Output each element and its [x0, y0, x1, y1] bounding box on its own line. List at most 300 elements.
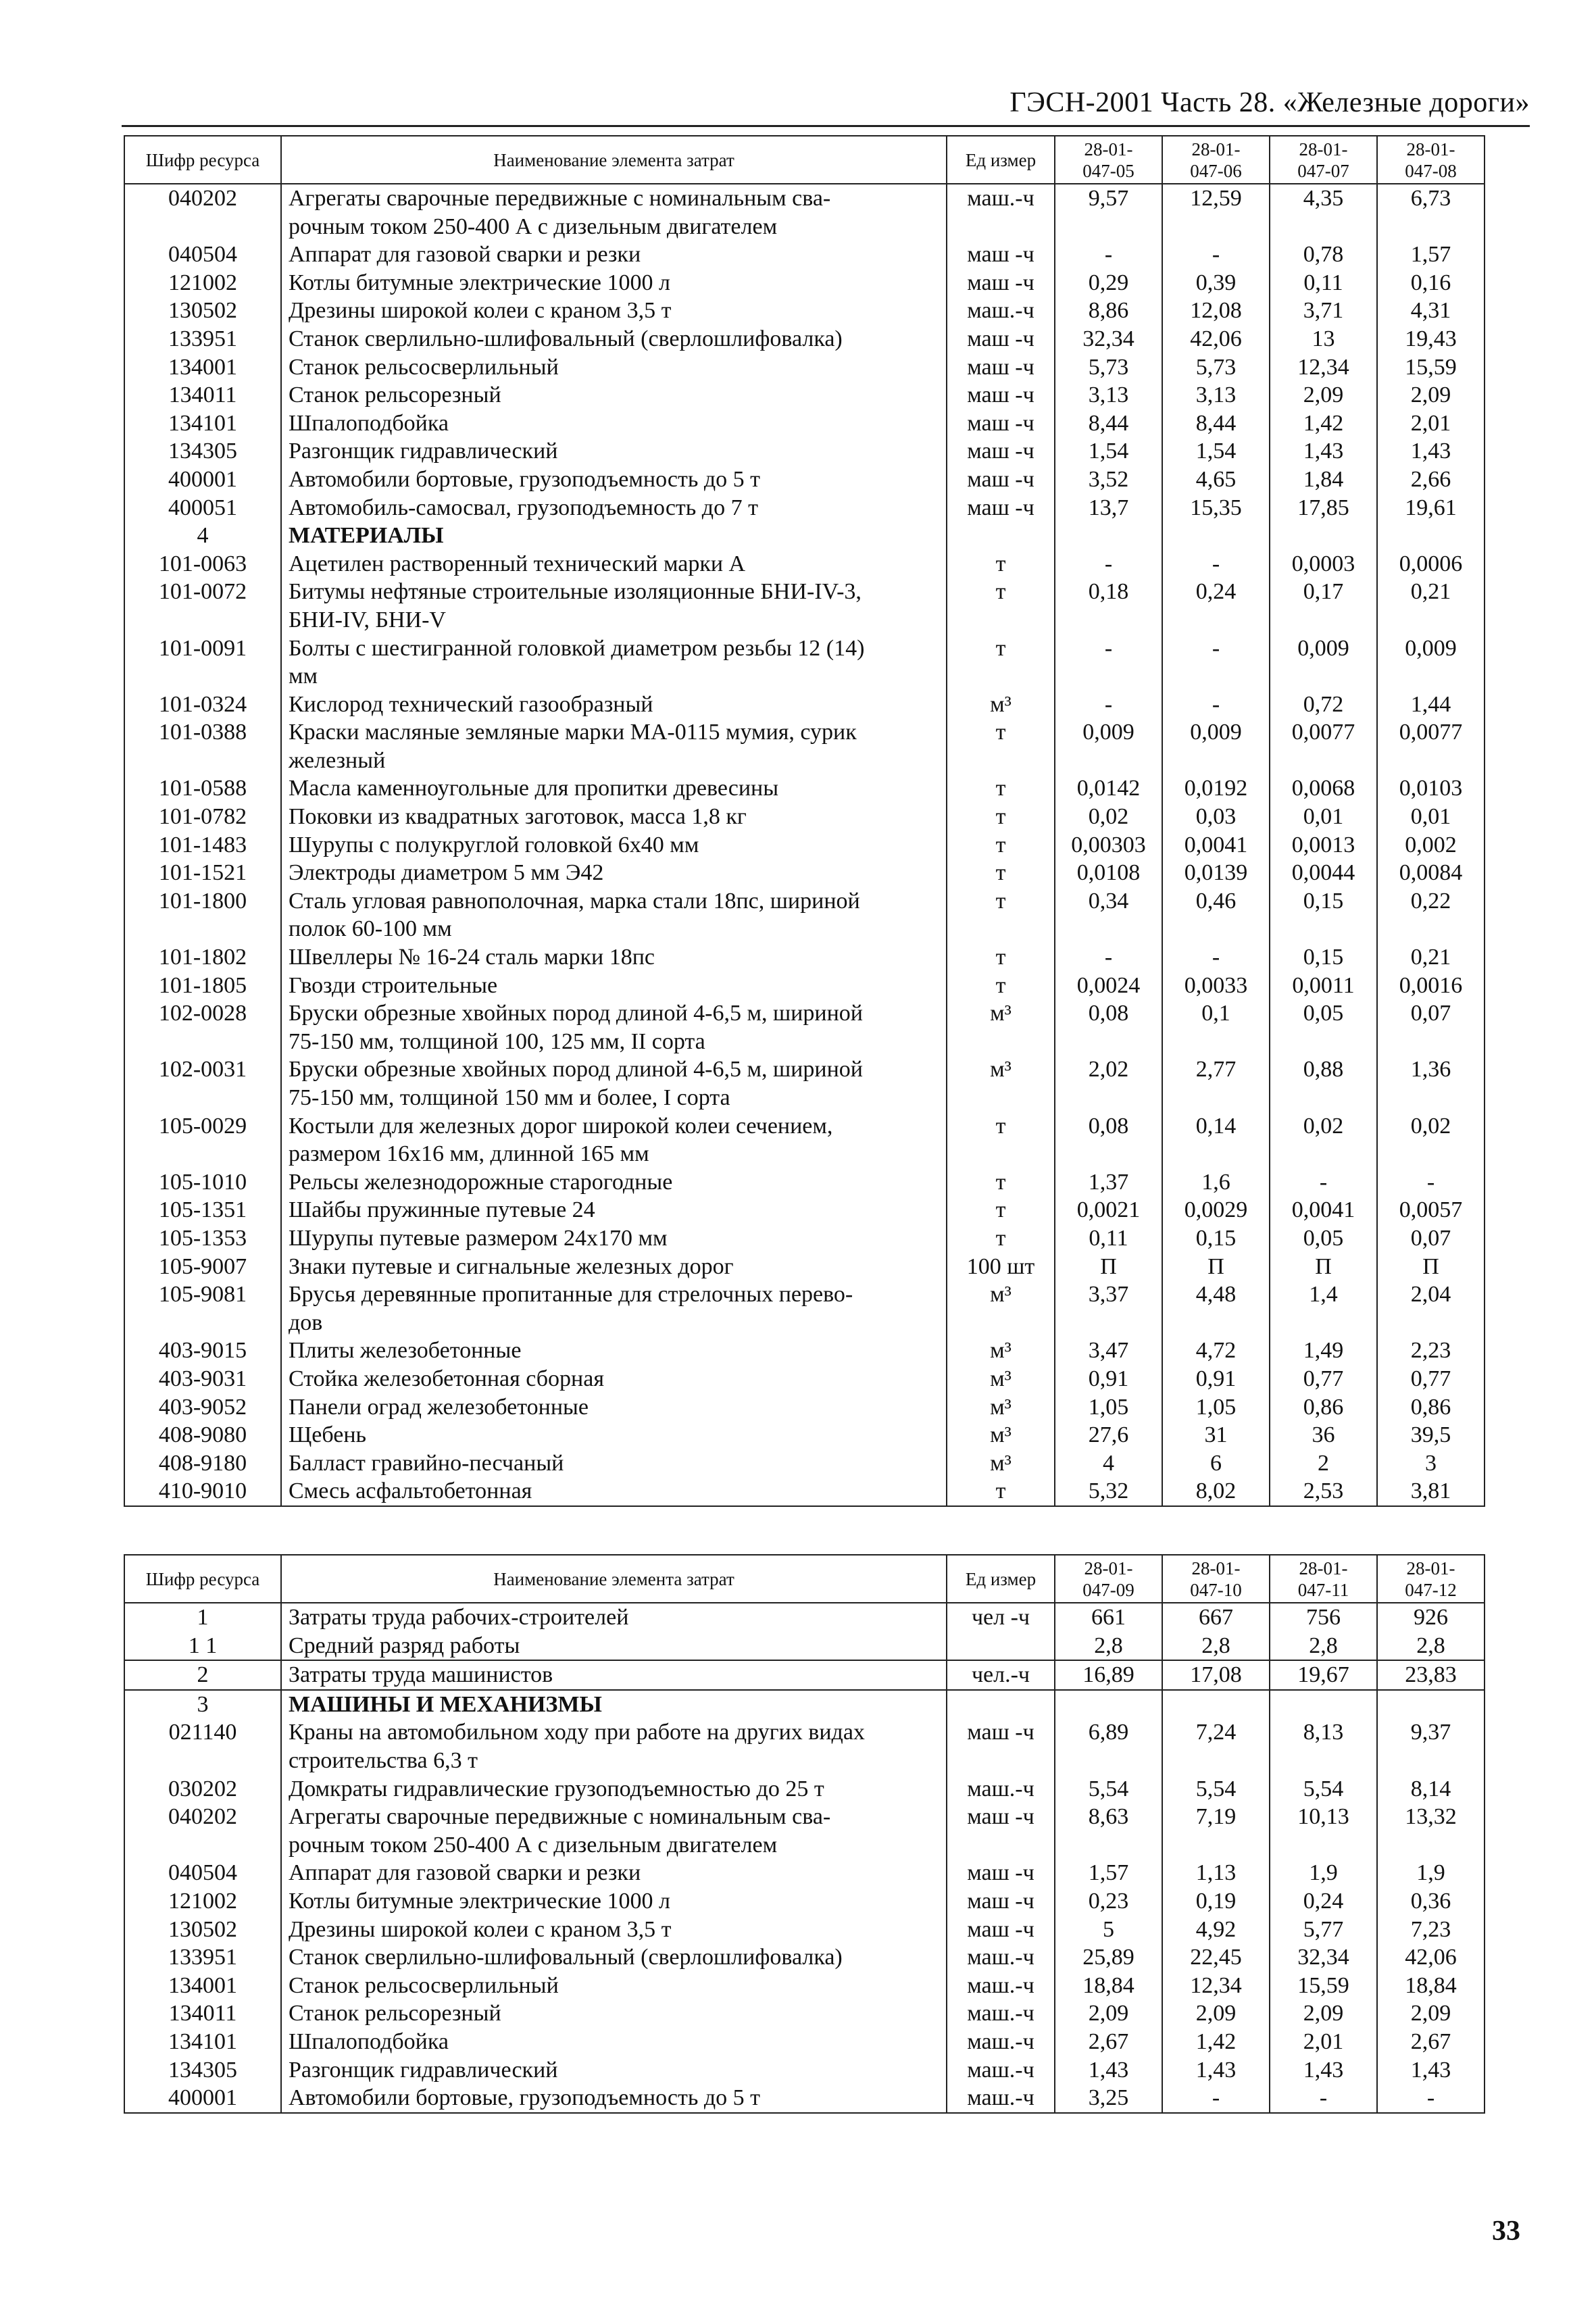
value-cell: 8,86 [1055, 297, 1162, 325]
resource-code-cell: 101-0782 [124, 803, 281, 831]
unit-cell: м³ [947, 1421, 1055, 1449]
value-cell: 1,4 [1270, 1280, 1377, 1309]
resource-name-cell: Станок рельсосверлильный [281, 353, 947, 382]
unit-cell: маш.-ч [947, 2028, 1055, 2056]
norm-code-line: 047-06 [1190, 160, 1242, 181]
value-cell: 22,45 [1162, 1943, 1270, 1972]
value-cell: 0,21 [1377, 578, 1485, 606]
resource-code-cell: 101-0588 [124, 774, 281, 803]
page-header-title: ГЭСН-2001 Часть 28. «Железные дороги» [1009, 87, 1530, 118]
value-cell: 0,0013 [1270, 831, 1377, 860]
value-cell: 1,43 [1270, 437, 1377, 466]
resource-name-cell: Брусья деревянные пропитанные для стрелочных перево- [281, 1280, 947, 1309]
value-cell: 12,34 [1270, 353, 1377, 382]
value-cell: 0,77 [1270, 1365, 1377, 1393]
value-cell: - [1162, 241, 1270, 269]
unit-cell [947, 1632, 1055, 1661]
value-cell: 8,44 [1055, 409, 1162, 438]
value-cell: 0,0103 [1377, 774, 1485, 803]
unit-cell: т [947, 803, 1055, 831]
value-cell: 19,67 [1270, 1660, 1377, 1690]
value-cell [1270, 1747, 1377, 1775]
table-row [124, 494, 1485, 522]
value-cell: 2,77 [1162, 1055, 1270, 1084]
value-cell [1162, 1028, 1270, 1056]
unit-cell: маш.-ч [947, 1972, 1055, 2000]
table-row [124, 1603, 1485, 1632]
unit-cell [947, 1690, 1055, 1719]
norm-code-line: 28-01- [1406, 139, 1455, 159]
value-cell [1270, 747, 1377, 775]
table-row [124, 550, 1485, 578]
value-cell: 4,65 [1162, 466, 1270, 494]
table-row [124, 325, 1485, 353]
resource-code-cell: 130502 [124, 1916, 281, 1944]
value-cell: 0,0024 [1055, 972, 1162, 1000]
table-row [124, 1337, 1485, 1365]
value-cell: 19,61 [1377, 494, 1485, 522]
value-cell: 1,42 [1162, 2028, 1270, 2056]
resource-name-cell: Котлы битумные электрические 1000 л [281, 269, 947, 297]
table-row [124, 774, 1485, 803]
unit-cell: т [947, 550, 1055, 578]
unit-cell: маш -ч [947, 409, 1055, 438]
resource-name-cell: Агрегаты сварочные передвижные с номинальным сва- [281, 184, 947, 213]
value-cell: - [1377, 1168, 1485, 1197]
value-cell: 36 [1270, 1421, 1377, 1449]
column-header-name: Наименование элемента затрат [281, 136, 947, 184]
value-cell: 9,37 [1377, 1718, 1485, 1747]
resource-name-cell: размером 16х16 мм, длинной 165 мм [281, 1140, 947, 1168]
resource-name-cell: Бруски обрезные хвойных пород длиной 4-6,5 м, шириной [281, 1055, 947, 1084]
value-cell: 0,0068 [1270, 774, 1377, 803]
resource-name-cell: Краски масляные земляные марки МА-0115 мумия, сурик [281, 718, 947, 747]
table-row [124, 2056, 1485, 2085]
unit-cell: т [947, 634, 1055, 663]
value-cell: 27,6 [1055, 1421, 1162, 1449]
unit-cell: маш -ч [947, 325, 1055, 353]
value-cell: 32,34 [1270, 1943, 1377, 1972]
value-cell [1377, 213, 1485, 241]
value-cell: 7,24 [1162, 1718, 1270, 1747]
value-cell: 2,09 [1162, 1999, 1270, 2028]
value-cell [1055, 1140, 1162, 1168]
value-cell: - [1377, 2084, 1485, 2113]
resource-name-cell: Плиты железобетонные [281, 1337, 947, 1365]
value-cell: 2,23 [1377, 1337, 1485, 1365]
value-cell: 0,91 [1055, 1365, 1162, 1393]
value-cell: 0,18 [1055, 578, 1162, 606]
unit-cell: м³ [947, 1055, 1055, 1084]
resource-code-cell [124, 1309, 281, 1337]
value-cell: 1,54 [1055, 437, 1162, 466]
value-cell [1162, 522, 1270, 550]
value-cell: 0,02 [1270, 1112, 1377, 1141]
unit-cell: маш -ч [947, 1718, 1055, 1747]
value-cell: - [1270, 1168, 1377, 1197]
value-cell [1162, 1084, 1270, 1112]
unit-cell [947, 1747, 1055, 1775]
resource-name-cell: полок 60-100 мм [281, 915, 947, 943]
unit-cell: м³ [947, 1393, 1055, 1422]
value-cell: 0,91 [1162, 1365, 1270, 1393]
value-cell: 3,37 [1055, 1280, 1162, 1309]
value-cell: 0,009 [1270, 634, 1377, 663]
value-cell: 1,05 [1162, 1393, 1270, 1422]
table-row [124, 381, 1485, 409]
resource-name-cell: МАТЕРИАЛЫ [281, 522, 947, 550]
value-cell [1377, 662, 1485, 691]
value-cell: 1,57 [1377, 241, 1485, 269]
table-row [124, 1196, 1485, 1224]
value-cell: 1,05 [1055, 1393, 1162, 1422]
norm-code-line: 047-05 [1082, 160, 1134, 181]
table-row [124, 1999, 1485, 2028]
column-header-code: Шифр ресурса [124, 136, 281, 184]
value-cell: - [1055, 943, 1162, 972]
norm-code-line: 28-01- [1191, 139, 1241, 159]
table-row [124, 1477, 1485, 1506]
value-cell [1162, 606, 1270, 634]
value-cell: 0,72 [1270, 691, 1377, 719]
table-body [124, 1603, 1485, 2113]
table-row [124, 184, 1485, 213]
value-cell: 0,07 [1377, 1224, 1485, 1253]
value-cell: 15,59 [1270, 1972, 1377, 2000]
resource-code-cell: 400001 [124, 466, 281, 494]
resource-code-cell [124, 1028, 281, 1056]
value-cell: 0,03 [1162, 803, 1270, 831]
resource-code-cell: 130502 [124, 297, 281, 325]
value-cell: 661 [1055, 1603, 1162, 1632]
value-cell [1377, 522, 1485, 550]
column-header-norm [1270, 1555, 1377, 1603]
table-row [124, 1449, 1485, 1478]
unit-cell: м³ [947, 1449, 1055, 1478]
resource-code-cell: 134101 [124, 409, 281, 438]
resource-name-cell: Агрегаты сварочные передвижные с номинальным сва- [281, 1803, 947, 1831]
value-cell [1162, 1690, 1270, 1719]
table-row [124, 1632, 1485, 1661]
value-cell: 7,23 [1377, 1916, 1485, 1944]
column-header-code: Шифр ресурса [124, 1555, 281, 1603]
value-cell: 15,35 [1162, 494, 1270, 522]
value-cell: 0,00303 [1055, 831, 1162, 860]
resource-name-cell: Стойка железобетонная сборная [281, 1365, 947, 1393]
table-row [124, 213, 1485, 241]
table-row [124, 887, 1485, 916]
value-cell: 5,54 [1270, 1775, 1377, 1803]
value-cell: 0,0041 [1162, 831, 1270, 860]
value-cell: 0,05 [1270, 999, 1377, 1028]
table-row [124, 1943, 1485, 1972]
unit-cell [947, 1084, 1055, 1112]
table-row [124, 1859, 1485, 1887]
value-cell: 1,44 [1377, 691, 1485, 719]
value-cell: П [1377, 1253, 1485, 1281]
value-cell: 0,15 [1162, 1224, 1270, 1253]
value-cell: 17,85 [1270, 494, 1377, 522]
resource-name-cell: Автомобиль-самосвал, грузоподъемность до 7 т [281, 494, 947, 522]
value-cell: 5,73 [1055, 353, 1162, 382]
table-header-row [124, 136, 1485, 184]
value-cell [1162, 1140, 1270, 1168]
table-row [124, 1365, 1485, 1393]
column-header-norm [1162, 1555, 1270, 1603]
value-cell: 13 [1270, 325, 1377, 353]
value-cell: 42,06 [1377, 1943, 1485, 1972]
unit-cell: маш.-ч [947, 1775, 1055, 1803]
value-cell: 0,86 [1270, 1393, 1377, 1422]
resource-code-cell [124, 606, 281, 634]
value-cell: 5,73 [1162, 353, 1270, 382]
unit-cell: маш -ч [947, 1916, 1055, 1944]
unit-cell: т [947, 1168, 1055, 1197]
value-cell: 4,48 [1162, 1280, 1270, 1309]
norm-code-line: 047-10 [1190, 1579, 1242, 1600]
resource-name-cell: Шурупы с полукруглой головкой 6х40 мм [281, 831, 947, 860]
value-cell: 0,0057 [1377, 1196, 1485, 1224]
unit-cell: маш -ч [947, 241, 1055, 269]
resource-code-cell: 101-0324 [124, 691, 281, 719]
value-cell [1162, 1747, 1270, 1775]
resource-code-cell: 133951 [124, 1943, 281, 1972]
unit-cell: маш.-ч [947, 2056, 1055, 2085]
table-row [124, 831, 1485, 860]
resource-name-cell: Автомобили бортовые, грузоподъемность до 5 т [281, 2084, 947, 2113]
value-cell [1162, 1309, 1270, 1337]
value-cell: 3,71 [1270, 297, 1377, 325]
column-header-name: Наименование элемента затрат [281, 1555, 947, 1603]
value-cell: 17,08 [1162, 1660, 1270, 1690]
resource-code-cell: 040202 [124, 184, 281, 213]
table-row [124, 1775, 1485, 1803]
table-body [124, 184, 1485, 1506]
value-cell [1162, 1831, 1270, 1860]
value-cell: 10,13 [1270, 1803, 1377, 1831]
resource-name-cell: Краны на автомобильном ходу при работе на других видах [281, 1718, 947, 1747]
value-cell: 0,0192 [1162, 774, 1270, 803]
unit-cell: м³ [947, 1337, 1055, 1365]
value-cell [1270, 213, 1377, 241]
value-cell [1162, 747, 1270, 775]
norm-code-line: 047-08 [1405, 160, 1457, 181]
value-cell [1270, 1309, 1377, 1337]
resource-name-cell: Станок рельсорезный [281, 381, 947, 409]
value-cell: 2,8 [1377, 1632, 1485, 1661]
value-cell [1377, 1084, 1485, 1112]
resource-code-cell [124, 1747, 281, 1775]
resource-code-cell: 105-9007 [124, 1253, 281, 1281]
value-cell: 0,39 [1162, 269, 1270, 297]
table-row [124, 1253, 1485, 1281]
resource-name-cell: Домкраты гидравлические грузоподъемностью до 25 т [281, 1775, 947, 1803]
value-cell: 8,63 [1055, 1803, 1162, 1831]
value-cell: - [1162, 691, 1270, 719]
resource-name-cell: Знаки путевые и сигнальные железных дорог [281, 1253, 947, 1281]
value-cell: 32,34 [1055, 325, 1162, 353]
table-row [124, 1028, 1485, 1056]
resource-code-cell: 2 [124, 1660, 281, 1690]
resource-name-cell: Болты с шестигранной головкой диаметром резьбы 12 (14) [281, 634, 947, 663]
resource-name-cell: Дрезины широкой колеи с краном 3,5 т [281, 1916, 947, 1944]
table-row [124, 718, 1485, 747]
resource-code-cell: 121002 [124, 269, 281, 297]
value-cell: 2,67 [1055, 2028, 1162, 2056]
resource-name-cell: Смесь асфальтобетонная [281, 1477, 947, 1506]
value-cell: 1,9 [1270, 1859, 1377, 1887]
unit-cell: т [947, 972, 1055, 1000]
value-cell [1270, 1831, 1377, 1860]
table-row [124, 859, 1485, 887]
value-cell: 0,0139 [1162, 859, 1270, 887]
value-cell [1055, 915, 1162, 943]
unit-cell: т [947, 774, 1055, 803]
unit-cell: т [947, 887, 1055, 916]
table-row [124, 1972, 1485, 2000]
value-cell: 0,24 [1270, 1887, 1377, 1916]
value-cell: 5,54 [1055, 1775, 1162, 1803]
resource-code-cell: 040504 [124, 241, 281, 269]
value-cell: 4 [1055, 1449, 1162, 1478]
table-row [124, 662, 1485, 691]
value-cell: 0,0011 [1270, 972, 1377, 1000]
value-cell: 0,88 [1270, 1055, 1377, 1084]
value-cell: - [1055, 634, 1162, 663]
value-cell: 1,36 [1377, 1055, 1485, 1084]
resource-name-cell: Автомобили бортовые, грузоподъемность до 5 т [281, 466, 947, 494]
unit-cell: маш.-ч [947, 1943, 1055, 1972]
value-cell [1377, 1309, 1485, 1337]
resource-name-cell: железный [281, 747, 947, 775]
value-cell: 0,02 [1377, 1112, 1485, 1141]
value-cell [1270, 1140, 1377, 1168]
table-row [124, 1831, 1485, 1860]
table-row [124, 437, 1485, 466]
value-cell: 2,09 [1270, 381, 1377, 409]
value-cell: 2,01 [1270, 2028, 1377, 2056]
table-row [124, 606, 1485, 634]
table-row [124, 1393, 1485, 1422]
unit-cell: т [947, 1196, 1055, 1224]
unit-cell: маш -ч [947, 1859, 1055, 1887]
value-cell: 15,59 [1377, 353, 1485, 382]
table-row [124, 297, 1485, 325]
resource-code-cell: 040202 [124, 1803, 281, 1831]
resource-code-cell: 403-9052 [124, 1393, 281, 1422]
resource-name-cell: Аппарат для газовой сварки и резки [281, 1859, 947, 1887]
unit-cell: м³ [947, 999, 1055, 1028]
value-cell: 31 [1162, 1421, 1270, 1449]
unit-cell [947, 522, 1055, 550]
value-cell: 0,0029 [1162, 1196, 1270, 1224]
value-cell [1055, 1831, 1162, 1860]
table-row [124, 241, 1485, 269]
table-row [124, 634, 1485, 663]
table-row [124, 803, 1485, 831]
value-cell [1055, 662, 1162, 691]
value-cell: 25,89 [1055, 1943, 1162, 1972]
resource-code-cell: 403-9031 [124, 1365, 281, 1393]
unit-cell: т [947, 943, 1055, 972]
value-cell: 1,43 [1162, 2056, 1270, 2085]
value-cell: 0,0077 [1270, 718, 1377, 747]
value-cell: 0,34 [1055, 887, 1162, 916]
resource-code-cell: 101-0388 [124, 718, 281, 747]
resource-code-cell: 101-1483 [124, 831, 281, 860]
value-cell: 0,23 [1055, 1887, 1162, 1916]
value-cell [1162, 662, 1270, 691]
value-cell: - [1055, 550, 1162, 578]
resource-name-cell: Дрезины широкой колеи с краном 3,5 т [281, 297, 947, 325]
value-cell: 667 [1162, 1603, 1270, 1632]
header-divider [122, 125, 1530, 127]
value-cell: 0,07 [1377, 999, 1485, 1028]
value-cell: 13,7 [1055, 494, 1162, 522]
value-cell: 2,09 [1270, 1999, 1377, 2028]
table-row [124, 1718, 1485, 1747]
norm-code-line: 28-01- [1406, 1558, 1455, 1578]
value-cell: 0,009 [1055, 718, 1162, 747]
value-cell: 2,8 [1055, 1632, 1162, 1661]
value-cell: 1,57 [1055, 1859, 1162, 1887]
table-row [124, 1421, 1485, 1449]
unit-cell: маш -ч [947, 1887, 1055, 1916]
value-cell: П [1162, 1253, 1270, 1281]
value-cell: 3 [1377, 1449, 1485, 1478]
value-cell: 5 [1055, 1916, 1162, 1944]
value-cell: 0,11 [1270, 269, 1377, 297]
value-cell [1270, 606, 1377, 634]
unit-cell: чел -ч [947, 1603, 1055, 1632]
value-cell: - [1162, 550, 1270, 578]
value-cell: 4,31 [1377, 297, 1485, 325]
table-row [124, 466, 1485, 494]
resource-code-cell: 1 [124, 1603, 281, 1632]
value-cell: П [1055, 1253, 1162, 1281]
unit-cell: маш.-ч [947, 2084, 1055, 2113]
unit-cell: чел.-ч [947, 1660, 1055, 1690]
resource-name-cell: Затраты труда машинистов [281, 1660, 947, 1690]
value-cell: 2,66 [1377, 466, 1485, 494]
value-cell: 8,14 [1377, 1775, 1485, 1803]
unit-cell: маш -ч [947, 466, 1055, 494]
resource-code-cell: 101-0091 [124, 634, 281, 663]
resource-code-cell: 101-1521 [124, 859, 281, 887]
table-row [124, 999, 1485, 1028]
value-cell: 0,08 [1055, 1112, 1162, 1141]
value-cell: 0,11 [1055, 1224, 1162, 1253]
value-cell: 16,89 [1055, 1660, 1162, 1690]
value-cell: 0,01 [1270, 803, 1377, 831]
value-cell: 4,35 [1270, 184, 1377, 213]
resource-table-1 [124, 135, 1485, 1507]
unit-cell [947, 1831, 1055, 1860]
resource-code-cell: 134011 [124, 381, 281, 409]
norm-code-line: 047-09 [1082, 1579, 1134, 1600]
value-cell: - [1270, 2084, 1377, 2113]
table-row [124, 2028, 1485, 2056]
resource-name-cell: Костыли для железных дорог широкой колеи сечением, [281, 1112, 947, 1141]
value-cell: - [1162, 943, 1270, 972]
value-cell: 2 [1270, 1449, 1377, 1478]
value-cell: 1,43 [1055, 2056, 1162, 2085]
value-cell: - [1162, 2084, 1270, 2113]
value-cell: 4,92 [1162, 1916, 1270, 1944]
value-cell: 7,19 [1162, 1803, 1270, 1831]
value-cell: 6,89 [1055, 1718, 1162, 1747]
resource-code-cell: 134101 [124, 2028, 281, 2056]
